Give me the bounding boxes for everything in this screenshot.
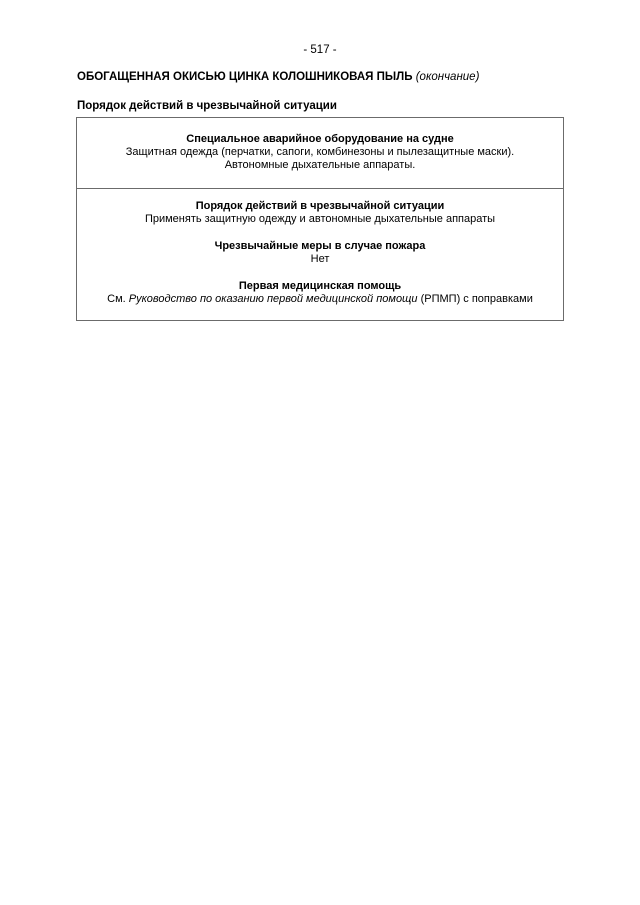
equipment-line-2: Автономные дыхательные аппараты. [224, 159, 416, 171]
procedures-section [77, 200, 563, 226]
document-title-main: ОБОГАЩЕННАЯ ОКИСЬЮ ЦИНКА КОЛОШНИКОВАЯ ПЫЛЬ [77, 71, 413, 83]
fire-section [77, 240, 563, 266]
first-aid-text [77, 293, 563, 306]
document-title-suffix: (окончание) [415, 71, 480, 83]
equipment-line-1: Защитная одежда (перчатки, сапоги, комбинезоны и пылезащитные маски). [125, 146, 515, 158]
first-aid-suffix: (РПМП) с поправками [417, 293, 533, 305]
page-number: - 517 - [303, 44, 337, 56]
procedures-heading: Порядок действий в чрезвычайной ситуации [195, 200, 445, 212]
emergency-info-box [76, 117, 564, 321]
equipment-heading: Специальное аварийное оборудование на судне [186, 133, 454, 145]
document-title [77, 71, 479, 83]
section-heading: Порядок действий в чрезвычайной ситуации [77, 100, 337, 112]
procedures-text: Применять защитную одежду и автономные дыхательные аппараты [144, 213, 496, 225]
fire-text: Нет [310, 253, 330, 265]
fire-heading: Чрезвычайные меры в случае пожара [214, 240, 426, 252]
first-aid-prefix: См. [107, 293, 129, 305]
equipment-section [77, 133, 563, 172]
first-aid-section [77, 280, 563, 306]
first-aid-heading: Первая медицинская помощь [238, 280, 402, 292]
first-aid-guide-title: Руководство по оказанию первой медицинской помощи [128, 293, 418, 305]
box-divider [77, 188, 563, 189]
